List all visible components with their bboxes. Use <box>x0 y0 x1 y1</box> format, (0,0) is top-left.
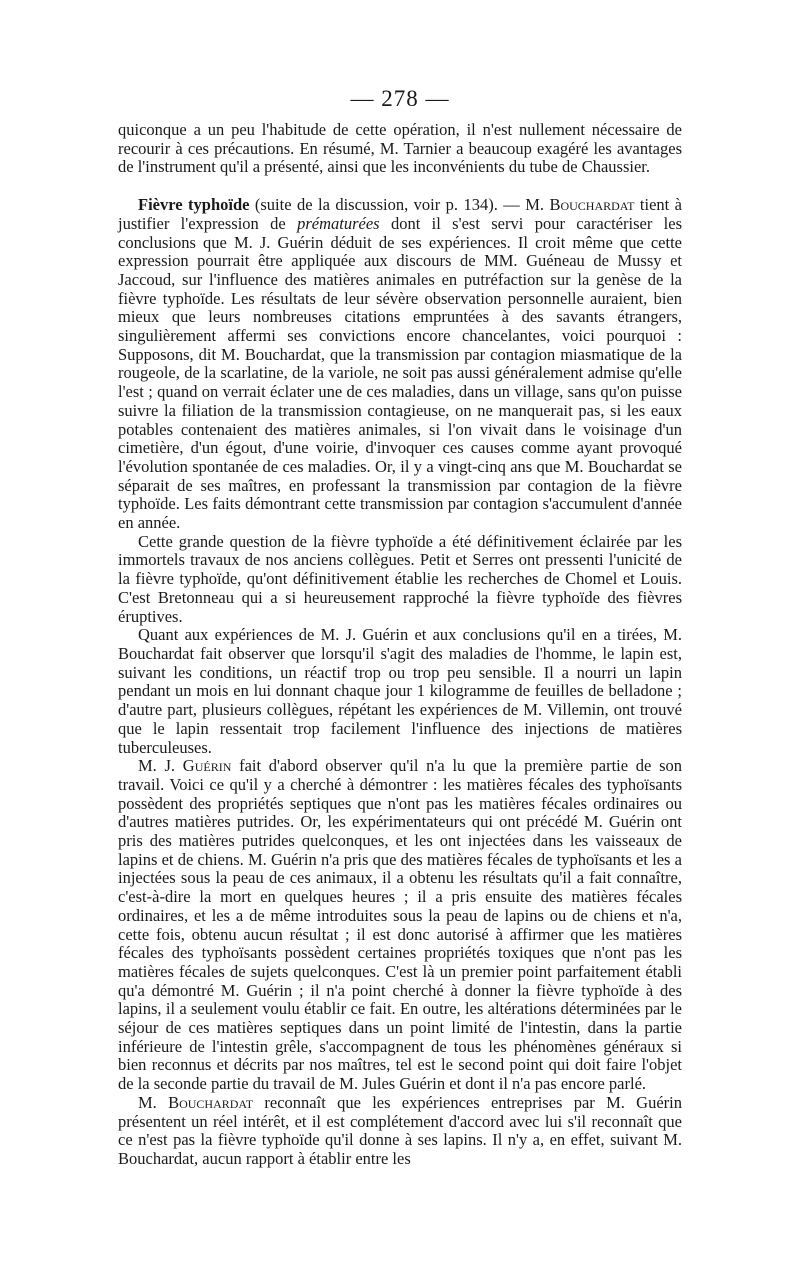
paragraph-bouchardat-reply <box>118 1094 682 1169</box>
text-run: M. <box>138 1092 169 1112</box>
paragraph-grande-question: Cette grande question de la fièvre typhoïde a été définitivement éclairée par les immortels travaux de nos anciens collègues. Petit et Serres ont pressenti l'unicité de la fièvre typhoïde, qu'ont définitivement établie les recherches de Chomel et Louis. C'est Bretonneau qui a si heureusement rapproché la fièvre typhoïde des fièvres éruptives. <box>118 531 682 626</box>
paragraph-experiences: Quant aux expériences de M. J. Guérin et aux conclusions qu'il en a tirées, M. Bouchardat fait observer que lorsqu'il s'agit des maladies de l'homme, le lapin est, suivant les conditions, un réactif trop ou trop peu sensible. Il a nourri un lapin pendant un mois en lui donnant chaque jour 1 kilogramme de feuilles de belladone ; d'autre part, plusieurs collègues, répétant les expériences de M. Villemin, ont trouvé que le lapin ressentait trop facilement l'influence des injections de matières tuberculeuses. <box>118 625 682 757</box>
body-text <box>118 121 682 1169</box>
speaker-name: Bouchardat <box>168 1092 254 1112</box>
text-run: dont il s'est servi pour caractériser les conclusions que M. J. Guérin déduit de ses expériences. Il croit même que cette expression pourrait être appliquée aux discours de MM. Guéneau de Mussy et Jaccoud, sur l'influence des matières animales en putréfaction sur la genèse de la fièvre typhoïde. Les résultats de leur sévère observation personnelle auraient, bien mieux que leurs nombreuses citations empruntées à des savants étrangers, singulièrement affermi ses convictions encore chancelantes, voici pourquoi : Supposons, dit M. Bouchardat, que la transmission par contagion miasmatique de la rougeole, de la scarlatine, de la variole, ne soit pas aussi généralement admise qu'elle l'est ; quand on verrait éclater une de ces maladies, dans un village, sans qu'on puisse suivre la filiation de la transmission contagieuse, on ne manquerait pas, si les eaux potables contenaient des matières animales, si l'on vivait dans le voisinage d'un cimetière, d'un égout, d'une voirie, d'invoquer ces causes comme ayant provoqué l'évolution spontanée de ces maladies. Or, il y a vingt-cinq ans que M. Bouchardat se séparait de ses maîtres, en professant la transmission par contagion de la fièvre typhoïde. Les faits démontrant cette transmission par contagion s'accumulent d'année en année. <box>118 213 682 533</box>
section-heading: Fièvre typhoïde <box>138 195 250 215</box>
paragraph-opening: quiconque a un peu l'habitude de cette opération, il n'est nullement nécessaire de recourir à ces précautions. En résumé, M. Tarnier a beaucoup exagéré les avantages de l'instrument qu'il a présenté, ainsi que les inconvénients du tube de Chaussier. <box>118 120 682 177</box>
paragraph-guerin-reply <box>118 757 682 1094</box>
text-run: tient à justifier l'expression de <box>118 195 682 233</box>
text-run: (suite de la discussion, voir p. 134). — M. <box>249 195 550 215</box>
text-run: M. J. <box>138 756 183 776</box>
text-run: fait d'abord observer qu'il n'a lu que la première partie de son travail. Voici ce qu'il y a cherché à démontrer : les matières fécales des typhoïsants possèdent des propriétés septiques que n'ont pas les matières fécales ordinaires ou d'autres matières putrides. Or, les expérimentateurs qui ont précédé M. Guérin ont pris des matières putrides quelconques, et les ont injectées dans les vaisseaux de lapins et de chiens. M. Guérin n'a pris que des matières fécales de typhoïsants et les a injectées sous la peau de ces animaux, il a obtenu les résultats qu'il a fait connaître, c'est-à-dire la mort en quelques heures ; il a pris ensuite des matières fécales ordinaires, et les a de même introduites sous la peau de lapins ou de chiens et n'a, cette fois, obtenu aucun résultat ; il est donc autorisé à affirmer que les matières fécales des typhoïsants possèdent certaines propriétés toxiques que n'ont pas les matières fécales de sujets quelconques. C'est là un premier point parfaitement établi qu'a démontré M. Guérin ; il n'a point cherché à donner la fièvre typhoïde à des lapins, il a seulement voulu établir ce fait. En outre, les altérations déterminées par le séjour de ces matières septiques dans un point limité de l'intestin, dans la partie inférieure de l'intestin grêle, s'accompagnent de tous les phénomènes généraux si bien reconnus et décrits par nos maîtres, tel est le second point qui doit faire l'objet de la seconde partie du travail de M. Jules Guérin et dont il n'a pas encore parlé. <box>118 756 682 1094</box>
speaker-name: Bouchardat <box>549 195 635 215</box>
paragraph-fievre-typhoide <box>118 196 682 533</box>
page-number: — 278 — <box>350 86 450 111</box>
italic-term: prématurées <box>297 213 380 233</box>
text-run: reconnaît que les expériences entreprises par M. Guérin présentent un réel intérêt, et il est complétement d'accord avec lui s'il reconnaît que ce n'est pas la fièvre typhoïde qu'il donne à ses lapins. Il n'y a, en effet, suivant M. Bouchardat, aucun rapport à établir entre les <box>118 1092 682 1168</box>
speaker-name: Guérin <box>182 756 232 776</box>
